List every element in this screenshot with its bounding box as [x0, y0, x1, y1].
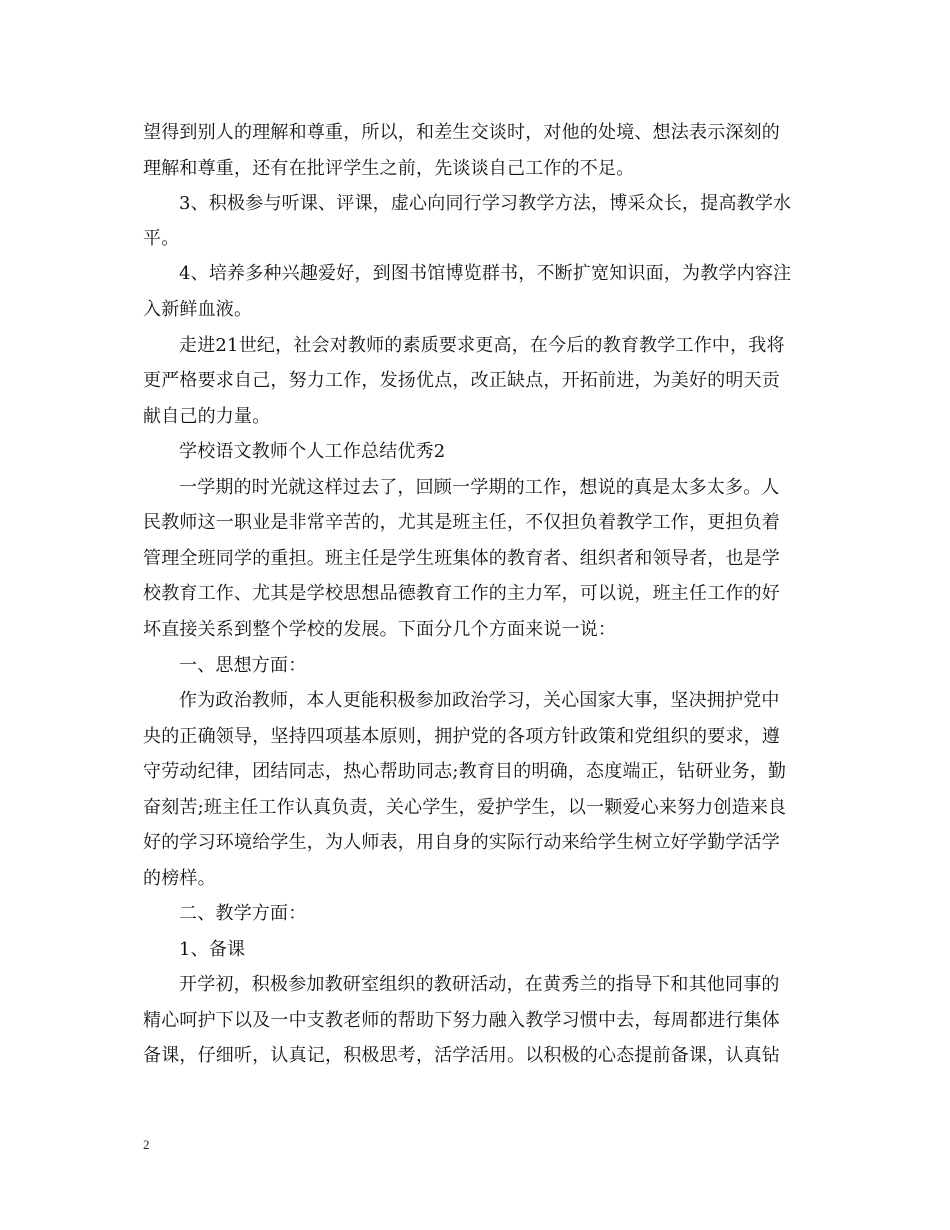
- text-line: 校教育工作、尤其是学校思想品德教育工作的主力军，可以说，班主任工作的好: [143, 583, 780, 604]
- page-number: 2: [143, 1137, 150, 1152]
- text-line: 开学初，积极参加教研室组织的教研活动，在黄秀兰的指导下和其他同事的: [179, 974, 780, 995]
- text-line: 望得到别人的理解和尊重，所以，和差生交谈时，对他的处境、想法表示深刻的: [143, 122, 780, 143]
- text-line: 好的学习环境给学生，为人师表，用自身的实际行动来给学生树立好学勤学活学: [143, 832, 780, 853]
- text-line: 坏直接关系到整个学校的发展。下面分几个方面来说一说：: [143, 619, 617, 640]
- text-line: 一学期的时光就这样过去了，回顾一学期的工作，想说的真是太多太多。人: [179, 477, 780, 498]
- text-line: 民教师这一职业是非常辛苦的，尤其是班主任，不仅担负着教学工作，更担负着: [143, 512, 780, 533]
- text-line: 管理全班同学的重担。班主任是学生班集体的教育者、组织者和领导者，也是学: [143, 548, 780, 569]
- text-line: 入新鲜血液。: [143, 299, 253, 320]
- text-line: 3、积极参与听课、评课，虚心向同行学习教学方法，博采众长，提高教学水: [179, 193, 792, 214]
- text-line: 备课，仔细听，认真记，积极思考，活学活用。以积极的心态提前备课，认真钻: [143, 1045, 780, 1066]
- text-line: 奋刻苦;班主任工作认真负责，关心学生，爱护学生，以一颗爱心来努力创造来良: [143, 797, 787, 818]
- subheading: 一、思想方面：: [179, 655, 307, 676]
- text-line: 4、培养多种兴趣爱好，到图书馆博览群书，不断扩宽知识面，为教学内容注: [179, 263, 792, 284]
- text-line: 献自己的力量。: [143, 406, 271, 427]
- subheading: 二、教学方面：: [179, 903, 307, 924]
- text-line: 作为政治教师，本人更能积极参加政治学习，关心国家大事，坚决拥护党中: [179, 690, 780, 711]
- text-line: 平。: [143, 228, 180, 249]
- text-line: 更严格要求自己，努力工作，发扬优点，改正缺点，开拓前进，为美好的明天贡: [143, 370, 780, 391]
- text-line: 的榜样。: [143, 868, 216, 889]
- text-line: 央的正确领导，坚持四项基本原则，拥护党的各项方针政策和党组织的要求，遵: [143, 726, 780, 747]
- subheading: 1、备课: [179, 939, 246, 960]
- text-line: 走进21世纪，社会对教师的素质要求更高，在今后的教育教学工作中，我将: [179, 335, 785, 356]
- section-heading: 学校语文教师个人工作总结优秀2: [179, 441, 446, 462]
- text-line: 理解和尊重，还有在批评学生之前，先谈谈自己工作的不足。: [143, 158, 635, 179]
- text-line: 精心呵护下以及一中支教老师的帮助下努力融入教学习惯中去，每周都进行集体: [143, 1010, 780, 1031]
- text-line: 守劳动纪律，团结同志，热心帮助同志;教育目的明确，态度端正，钻研业务，勤: [143, 761, 787, 782]
